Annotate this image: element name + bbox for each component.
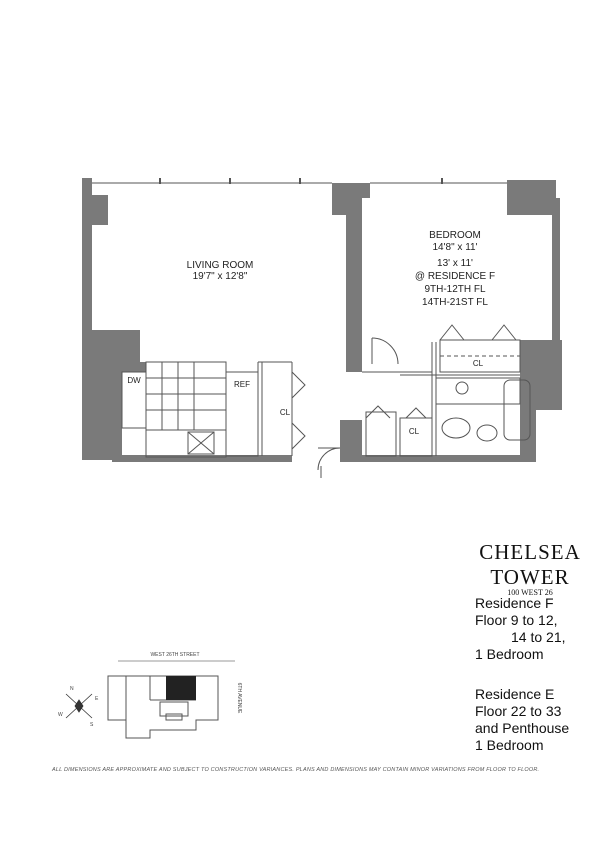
residence-f-block <box>475 595 566 663</box>
bedroom-floors-1: 9TH-12TH FL <box>424 284 486 295</box>
disclaimer: ALL DIMENSIONS ARE APPROXIMATE AND SUBJECT TO CONSTRUCTION VARIANCES. PLANS AND DIMENSIONS MAY CONTAIN MINOR VARIATIONS FROM FLOOR TO FLOOR. <box>52 767 540 773</box>
compass-e: E <box>95 696 99 702</box>
compass-icon <box>66 694 92 718</box>
bedroom-floors-2: 14TH-21ST FL <box>422 297 488 308</box>
key-plan-street-label: WEST 26TH STREET <box>150 652 200 658</box>
key-plan-avenue-label: 6TH AVENUE <box>236 682 242 714</box>
residence-f-type: 1 Bedroom <box>475 646 544 662</box>
residence-f-floors: Floor 9 to 12, <box>475 612 558 628</box>
living-room-dims: 19'7" x 12'8" <box>192 271 248 282</box>
bedroom-closet-label: CL <box>472 359 484 368</box>
residence-e-block <box>475 686 569 754</box>
compass-w: W <box>58 712 63 718</box>
residence-e-type: 1 Bedroom <box>475 737 544 753</box>
bedroom-alt-dims: 13' x 11' <box>437 258 473 269</box>
dishwasher-label: DW <box>127 376 141 385</box>
key-plan <box>58 652 242 738</box>
bedroom-dims: 14'8" x 11' <box>432 242 478 253</box>
living-closet-label: CL <box>279 408 291 417</box>
residence-e-floors-2: and Penthouse <box>475 720 570 736</box>
residence-f-floors-2: 14 to 21, <box>511 629 566 645</box>
residence-e-title: Residence E <box>475 686 555 702</box>
partition-lines <box>92 178 530 478</box>
hall-closet-label: CL <box>408 427 420 436</box>
residence-f-title: Residence F <box>475 595 554 611</box>
refrigerator-label: REF <box>234 380 250 389</box>
brand-logo <box>470 540 590 597</box>
bedroom-name: BEDROOM <box>429 230 481 241</box>
residence-e-floors: Floor 22 to 33 <box>475 703 562 719</box>
compass-s: S <box>90 722 94 728</box>
brand-name: CHELSEA TOWER <box>479 540 581 589</box>
compass-n: N <box>70 686 74 692</box>
walls <box>82 178 562 462</box>
brand-address: 100 WEST 26 <box>507 588 553 597</box>
living-room-name: LIVING ROOM <box>186 260 254 271</box>
bedroom-alt-note: @ RESIDENCE F <box>414 271 496 282</box>
